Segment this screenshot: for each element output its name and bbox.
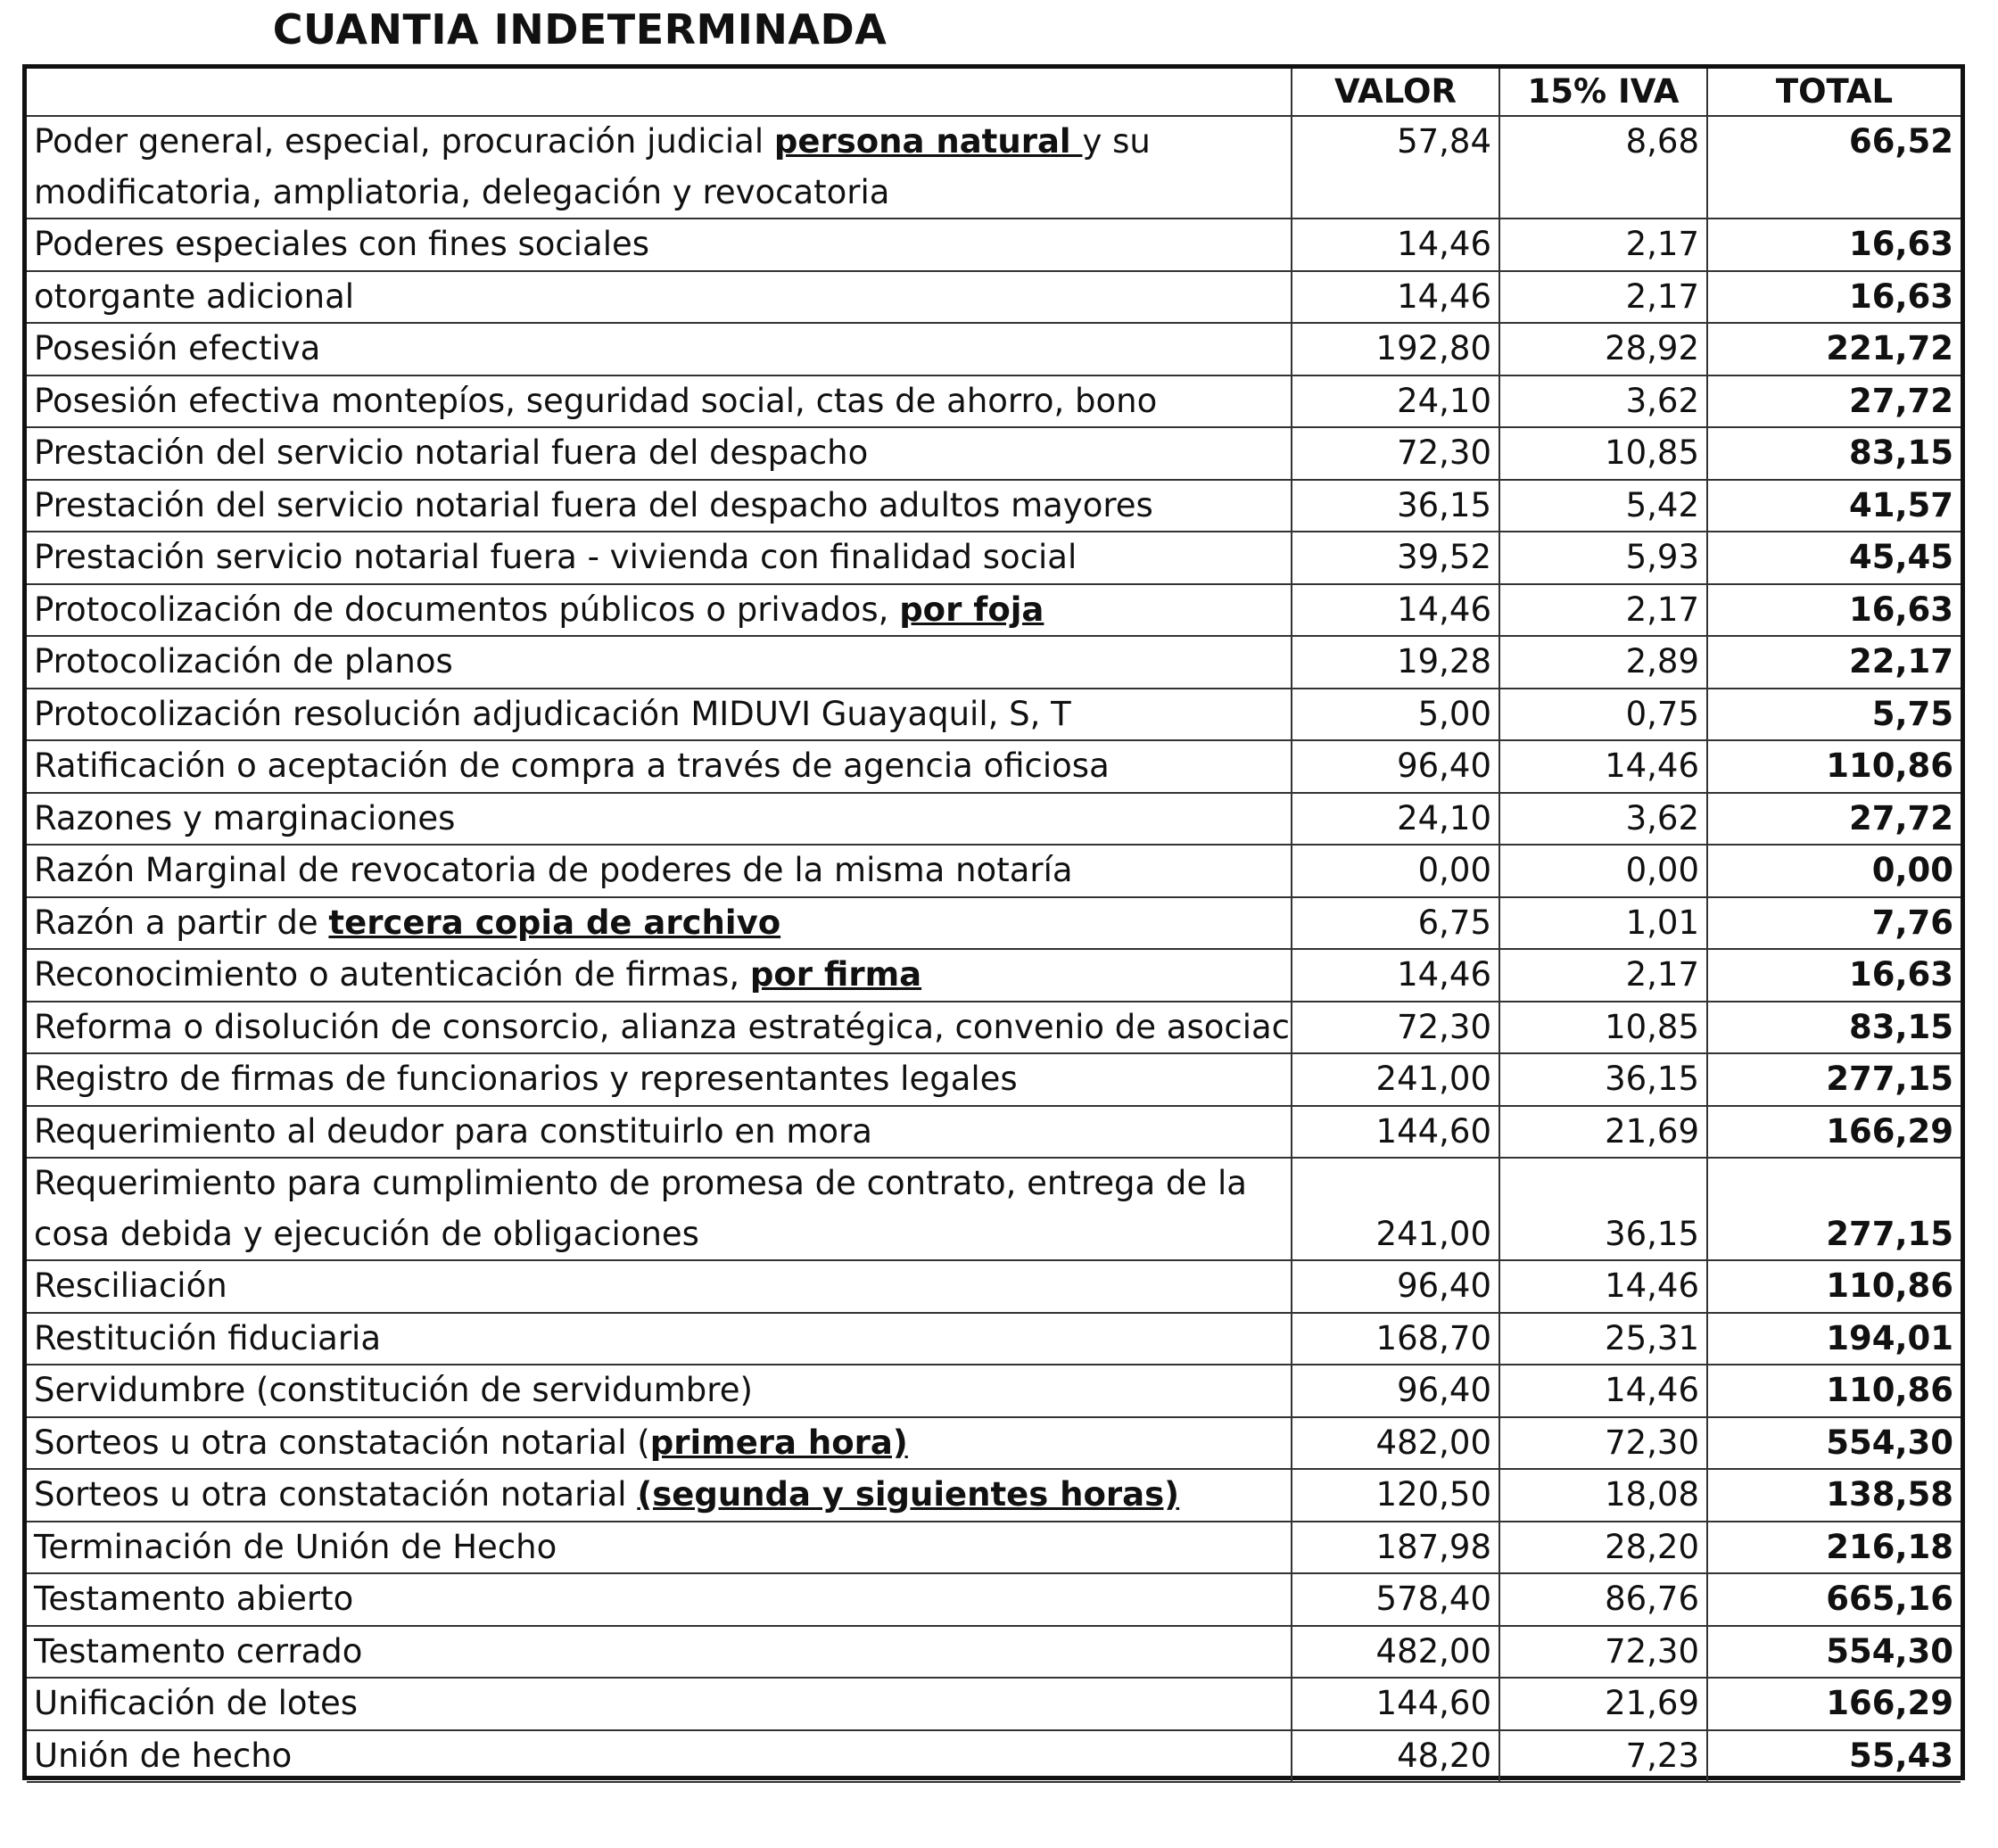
table-row [27, 636, 1961, 689]
row-description [27, 532, 1292, 584]
desc-text: Resciliación [34, 1266, 227, 1305]
row-total: 83,15 [1707, 1002, 1961, 1054]
desc-text: Sorteos u otra constatación notarial [34, 1475, 638, 1514]
row-iva: 28,20 [1499, 1522, 1707, 1574]
row-total: 110,86 [1707, 1365, 1961, 1417]
row-valor: 192,80 [1292, 323, 1499, 375]
table-row [27, 845, 1961, 897]
desc-text: Prestación del servicio notarial fuera del despacho [34, 433, 869, 472]
table-row [27, 1730, 1961, 1783]
row-description [27, 219, 1292, 271]
row-valor: 5,00 [1292, 689, 1499, 741]
table-row [27, 1522, 1961, 1574]
row-valor: 96,40 [1292, 740, 1499, 793]
table-row [27, 584, 1961, 637]
row-description [27, 375, 1292, 428]
desc-text: Protocolización de planos [34, 642, 453, 681]
row-description [27, 427, 1292, 480]
row-total: 277,15 [1707, 1158, 1961, 1260]
desc-text: Unión de hecho [34, 1736, 293, 1775]
row-total: 27,72 [1707, 375, 1961, 428]
row-total: 216,18 [1707, 1522, 1961, 1574]
row-iva: 36,15 [1499, 1053, 1707, 1106]
row-iva: 3,62 [1499, 793, 1707, 846]
row-valor: 96,40 [1292, 1260, 1499, 1313]
desc-text: Testamento abierto [34, 1580, 354, 1618]
row-valor: 14,46 [1292, 219, 1499, 271]
row-total: 45,45 [1707, 532, 1961, 584]
row-iva: 2,89 [1499, 636, 1707, 689]
desc-text: Servidumbre (constitución de servidumbre) [34, 1371, 753, 1409]
desc-text: Testamento cerrado [34, 1631, 363, 1671]
row-valor: 168,70 [1292, 1313, 1499, 1365]
desc-text: Registro de firmas de funcionarios y representantes legales [34, 1060, 1018, 1098]
row-iva: 5,93 [1499, 532, 1707, 584]
row-description [27, 1730, 1292, 1783]
desc-emphasis: persona natural [773, 122, 1083, 161]
desc-text: otorgante adicional [34, 276, 355, 316]
table-row [27, 116, 1961, 219]
table-row [27, 480, 1961, 532]
desc-text: Ratificación o aceptación de compra a través de agencia oficiosa [34, 747, 1110, 785]
row-valor: 482,00 [1292, 1417, 1499, 1470]
row-iva: 2,17 [1499, 949, 1707, 1002]
row-iva: 14,46 [1499, 740, 1707, 793]
row-description [27, 845, 1292, 897]
row-description [27, 1053, 1292, 1106]
row-description [27, 1002, 1292, 1054]
row-description [27, 1573, 1292, 1626]
desc-text: Razón Marginal de revocatoria de poderes de la misma notaría [34, 851, 1073, 889]
row-description [27, 1260, 1292, 1313]
desc-text: Protocolización resolución adjudicación MIDUVI Guayaquil, S, T [34, 694, 1071, 733]
desc-text: Restitución fiduciaria [34, 1318, 382, 1357]
table-row [27, 1158, 1961, 1260]
row-iva: 36,15 [1499, 1158, 1707, 1260]
table-row [27, 1678, 1961, 1730]
table-row [27, 897, 1961, 950]
row-iva: 18,08 [1499, 1469, 1707, 1522]
desc-text: Requerimiento al deudor para constituirlo en mora [34, 1111, 872, 1151]
row-description [27, 740, 1292, 793]
header-total: TOTAL [1707, 69, 1961, 116]
table-row [27, 1573, 1961, 1626]
desc-text: Unificación de lotes [34, 1684, 359, 1722]
row-valor: 120,50 [1292, 1469, 1499, 1522]
fee-table [27, 69, 1961, 1825]
row-valor: 72,30 [1292, 1002, 1499, 1054]
page-title: CUANTIA INDETERMINADA [272, 5, 888, 54]
row-total: 55,43 [1707, 1730, 1961, 1783]
row-iva: 8,68 [1499, 116, 1707, 219]
row-description [27, 689, 1292, 741]
row-iva: 21,69 [1499, 1678, 1707, 1730]
row-description [27, 1365, 1292, 1417]
row-iva: 10,85 [1499, 1002, 1707, 1054]
row-valor: 72,30 [1292, 427, 1499, 480]
row-total: 110,86 [1707, 1260, 1961, 1313]
row-total: 665,16 [1707, 1573, 1961, 1626]
table-row [27, 740, 1961, 793]
row-iva: 3,62 [1499, 375, 1707, 428]
row-total: 7,76 [1707, 897, 1961, 950]
row-valor: 187,98 [1292, 1522, 1499, 1574]
row-iva: 72,30 [1499, 1626, 1707, 1679]
row-valor: 578,40 [1292, 1573, 1499, 1626]
row-total: 277,15 [1707, 1053, 1961, 1106]
desc-text: Prestación servicio notarial fuera - vivienda con finalidad social [34, 538, 1077, 576]
row-iva: 0,00 [1499, 845, 1707, 897]
row-description [27, 323, 1292, 375]
row-total: 554,30 [1707, 1417, 1961, 1470]
row-description [27, 480, 1292, 532]
table-row [27, 1417, 1961, 1470]
row-iva: 2,17 [1499, 219, 1707, 271]
table-row [27, 219, 1961, 271]
row-total: 166,29 [1707, 1106, 1961, 1159]
row-total: 110,86 [1707, 740, 1961, 793]
row-iva: 5,42 [1499, 480, 1707, 532]
table-row [27, 1106, 1961, 1159]
row-total: 16,63 [1707, 219, 1961, 271]
row-description [27, 1522, 1292, 1574]
row-iva: 2,17 [1499, 271, 1707, 324]
desc-emphasis: por firma [749, 955, 922, 994]
row-iva: 86,76 [1499, 1573, 1707, 1626]
row-total: 194,01 [1707, 1313, 1961, 1365]
row-iva: 14,46 [1499, 1365, 1707, 1417]
row-description [27, 636, 1292, 689]
row-valor: 144,60 [1292, 1678, 1499, 1730]
table-row [27, 271, 1961, 324]
row-total: 16,63 [1707, 271, 1961, 324]
desc-text: Posesión efectiva [34, 329, 321, 367]
row-description [27, 1469, 1292, 1522]
table-row [27, 1260, 1961, 1313]
row-description [27, 116, 1292, 219]
row-iva: 14,46 [1499, 1260, 1707, 1313]
row-description [27, 949, 1292, 1002]
row-description [27, 1626, 1292, 1679]
row-total: 138,58 [1707, 1469, 1961, 1522]
table-row [27, 689, 1961, 741]
row-valor: 241,00 [1292, 1053, 1499, 1106]
row-description [27, 584, 1292, 637]
row-total: 166,29 [1707, 1678, 1961, 1730]
desc-emphasis: tercera copia de archivo [328, 903, 781, 942]
header-description [27, 69, 1292, 116]
table-row [27, 1313, 1961, 1365]
row-total: 83,15 [1707, 427, 1961, 480]
row-description [27, 1158, 1292, 1260]
row-iva: 28,92 [1499, 323, 1707, 375]
row-total: 41,57 [1707, 480, 1961, 532]
row-total: 16,63 [1707, 949, 1961, 1002]
row-total: 554,30 [1707, 1626, 1961, 1679]
table-row [27, 1053, 1961, 1106]
header-iva: 15% IVA [1499, 69, 1707, 116]
row-total: 221,72 [1707, 323, 1961, 375]
row-valor: 482,00 [1292, 1626, 1499, 1679]
desc-text: Protocolización de documentos públicos o privados, [34, 590, 900, 629]
desc-text: Prestación del servicio notarial fuera del despacho adultos mayores [34, 485, 1153, 524]
row-iva: 10,85 [1499, 427, 1707, 480]
row-valor: 14,46 [1292, 271, 1499, 324]
row-valor: 6,75 [1292, 897, 1499, 950]
desc-text: Posesión efectiva montepíos, seguridad social, ctas de ahorro, bono [34, 381, 1158, 420]
row-description [27, 1106, 1292, 1159]
row-iva: 25,31 [1499, 1313, 1707, 1365]
row-total: 66,52 [1707, 116, 1961, 219]
row-description [27, 271, 1292, 324]
row-total: 16,63 [1707, 584, 1961, 637]
row-iva: 2,17 [1499, 584, 1707, 637]
row-total: 5,75 [1707, 689, 1961, 741]
fee-table-frame [22, 64, 1965, 1780]
desc-text: Sorteos u otra constatación notarial ( [34, 1423, 650, 1462]
row-valor: 14,46 [1292, 949, 1499, 1002]
table-row [27, 532, 1961, 584]
table-row [27, 1469, 1961, 1522]
row-iva: 0,75 [1499, 689, 1707, 741]
desc-text: Poder general, especial, procuración judicial [34, 122, 774, 161]
row-valor: 57,84 [1292, 116, 1499, 219]
row-iva: 7,23 [1499, 1730, 1707, 1783]
desc-text: Reforma o disolución de consorcio, alianza estratégica, convenio de asociac [34, 1007, 1291, 1046]
table-row [27, 1626, 1961, 1679]
desc-text-after: y su modificatoria, ampliatoria, delegación y revocatoria [34, 122, 1151, 211]
row-total: 0,00 [1707, 845, 1961, 897]
table-row [27, 375, 1961, 428]
desc-text: Requerimiento para cumplimiento de promesa de contrato, entrega de la cosa debida y ejecución de obligaciones [34, 1164, 1247, 1253]
header-valor: VALOR [1292, 69, 1499, 116]
row-description [27, 1417, 1292, 1470]
row-valor: 14,46 [1292, 584, 1499, 637]
table-footer-space [27, 1782, 1961, 1825]
desc-emphasis: por foja [899, 590, 1044, 629]
row-valor: 19,28 [1292, 636, 1499, 689]
desc-text: Poderes especiales con fines sociales [34, 225, 650, 263]
desc-text: Razones y marginaciones [34, 798, 456, 837]
row-valor: 39,52 [1292, 532, 1499, 584]
row-valor: 48,20 [1292, 1730, 1499, 1783]
row-valor: 36,15 [1292, 480, 1499, 532]
row-iva: 72,30 [1499, 1417, 1707, 1470]
row-description [27, 897, 1292, 950]
table-row [27, 1365, 1961, 1417]
row-valor: 144,60 [1292, 1106, 1499, 1159]
desc-text: Razón a partir de [34, 903, 329, 942]
row-iva: 21,69 [1499, 1106, 1707, 1159]
row-iva: 1,01 [1499, 897, 1707, 950]
header-row [27, 69, 1961, 116]
row-valor: 0,00 [1292, 845, 1499, 897]
row-description [27, 1678, 1292, 1730]
row-total: 22,17 [1707, 636, 1961, 689]
table-row [27, 793, 1961, 846]
desc-emphasis: primera hora) [649, 1423, 908, 1462]
table-row [27, 323, 1961, 375]
row-valor: 24,10 [1292, 375, 1499, 428]
desc-text: Terminación de Unión de Hecho [34, 1527, 557, 1566]
table-row [27, 427, 1961, 480]
desc-text: Reconocimiento o autenticación de firmas, [34, 955, 750, 994]
row-valor: 24,10 [1292, 793, 1499, 846]
row-description [27, 1313, 1292, 1365]
row-description [27, 793, 1292, 846]
table-row [27, 949, 1961, 1002]
row-total: 27,72 [1707, 793, 1961, 846]
row-valor: 241,00 [1292, 1158, 1499, 1260]
row-valor: 96,40 [1292, 1365, 1499, 1417]
desc-emphasis: (segunda y siguientes horas) [637, 1475, 1180, 1514]
table-row [27, 1002, 1961, 1054]
